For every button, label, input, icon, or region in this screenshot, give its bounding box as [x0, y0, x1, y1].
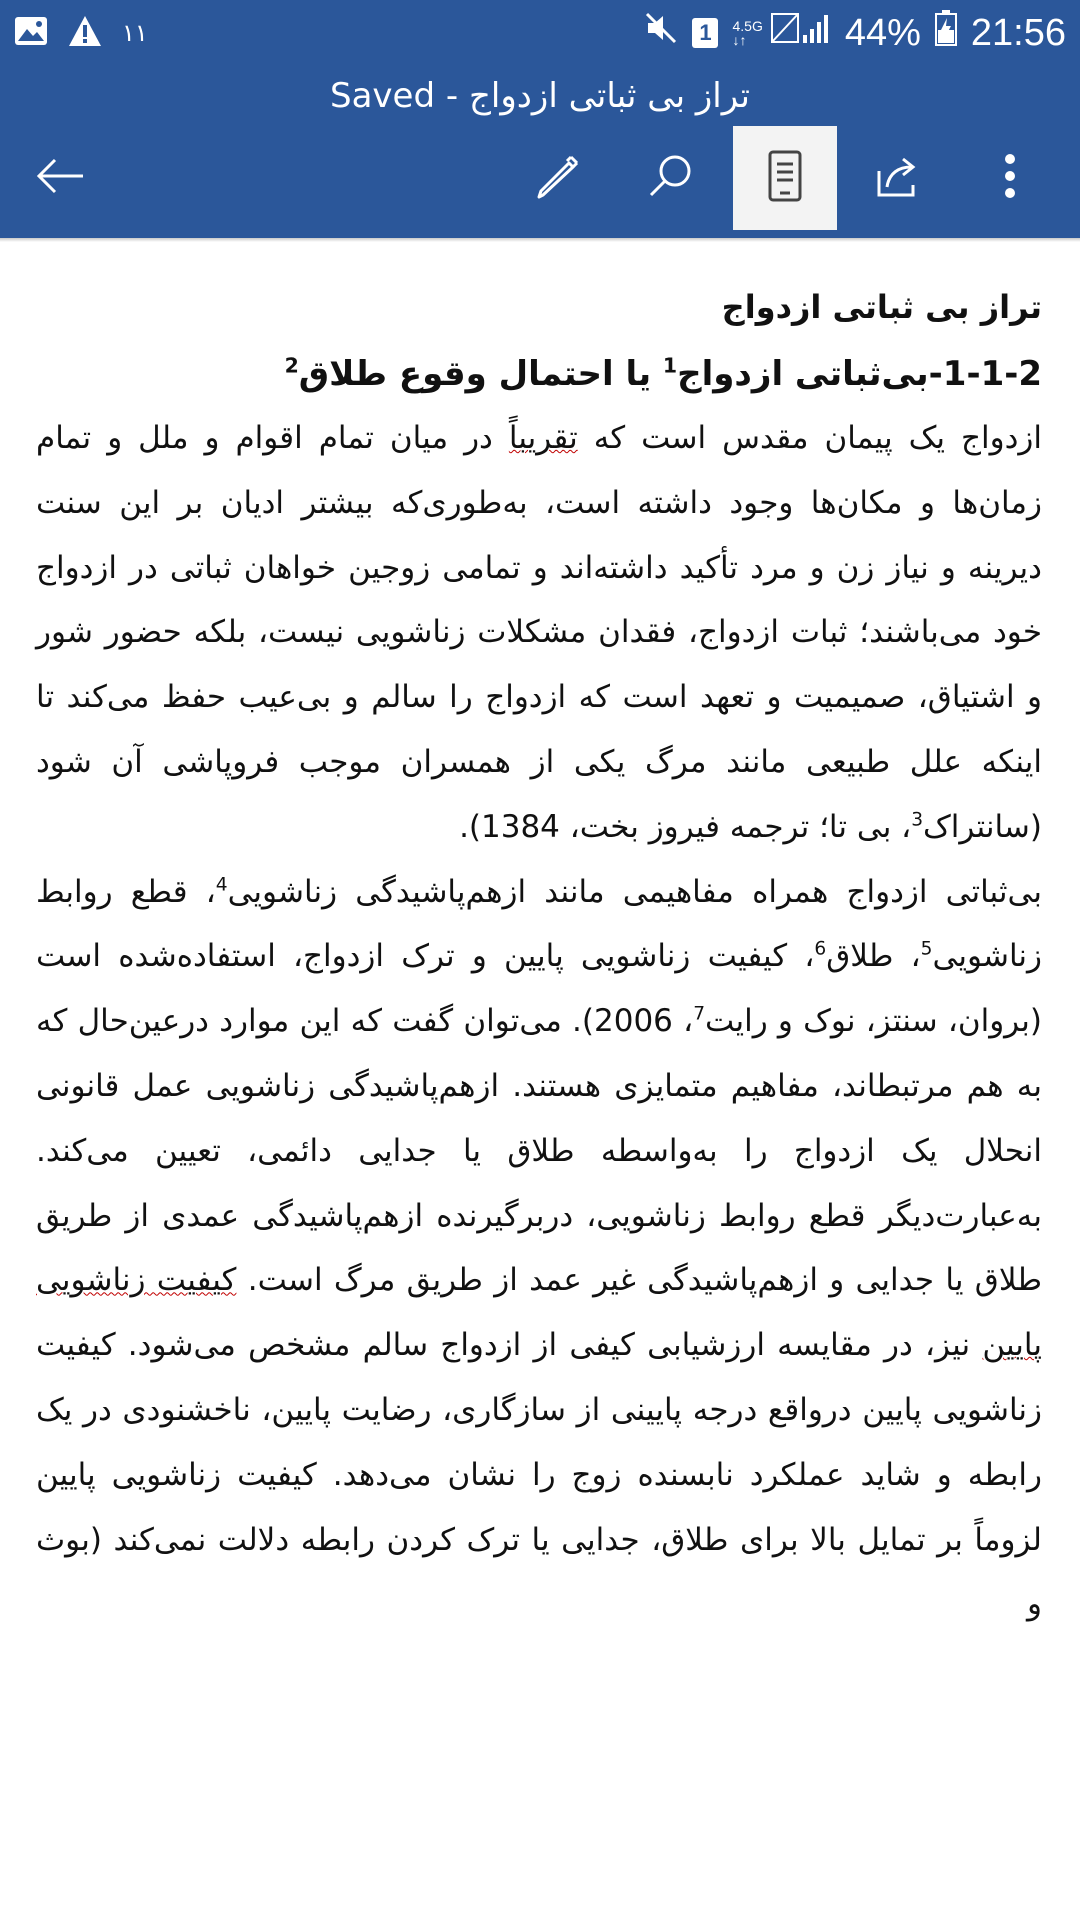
- edit-button[interactable]: [506, 126, 610, 230]
- section-heading: [36, 354, 1042, 394]
- gallery-notification-icon: [14, 16, 48, 50]
- network-activity: ↓↑: [732, 32, 747, 48]
- document-title-bar: [0, 66, 1080, 126]
- footnote-ref-3[interactable]: 3: [911, 809, 924, 831]
- status-bar: [0, 0, 1080, 66]
- p2-text-f: نیز، در مقایسه ارزشیابی کیفی از ازدواج سالم مشخص می‌شود. کیفیت زناشویی پایین درواقع درجه پایینی از سازگاری، رضایت پایین، ناخشنودی در یک رابطه و شاید عملکرد نابسنده زوج را نشان می‌دهد. کیفیت زناشویی پایین لزوماً بر تمایل بالا برای طلاق، جدایی یا ترک کردن رابطه دلالت نمی‌کند (بوث و: [36, 1327, 1042, 1623]
- p2-text-a: بی‌ثباتی ازدواج همراه مفاهیمی مانند ازهم‌پاشیدگی زناشویی: [227, 873, 1042, 910]
- toolbar: [0, 126, 1080, 238]
- footnote-ref-4[interactable]: 4: [215, 874, 228, 896]
- search-button[interactable]: [618, 126, 722, 230]
- share-icon: [873, 151, 923, 205]
- footnote-ref-2[interactable]: 2: [284, 353, 299, 378]
- paragraph-1: [36, 406, 1042, 860]
- battery-charging-icon: [935, 10, 957, 56]
- p1-text-c: ، بی تا؛ ترجمه فیروز بخت، 1384).: [459, 808, 912, 845]
- document-title-saved: تراز بی ثباتی ازدواج - Saved: [330, 76, 750, 116]
- footnote-ref-7[interactable]: 7: [693, 1003, 706, 1025]
- document-body[interactable]: [36, 270, 1042, 1637]
- heading-text-main: 1-1-2-بی‌ثباتی ازدواج: [677, 354, 1042, 394]
- mute-icon: [644, 11, 678, 55]
- paragraph-2: [36, 860, 1042, 1638]
- clock: 21:56: [970, 11, 1066, 54]
- p2-text-d: ، کیفیت زناشویی پایین و ترک ازدواج، استفاده‌شده است (بروان، سنتز، نوک و رایت: [36, 938, 1043, 1040]
- pencil-icon: [533, 151, 583, 205]
- search-icon: [645, 151, 695, 205]
- warning-icon: [68, 15, 102, 51]
- status-left: [14, 12, 148, 54]
- heading-text-mid: یا احتمال وقوع طلاق: [298, 354, 663, 394]
- share-button[interactable]: [846, 126, 950, 230]
- p2-text-c: ، طلاق: [826, 938, 921, 975]
- signal-small-text: ۱۱: [122, 19, 148, 47]
- more-options-button[interactable]: [958, 126, 1062, 230]
- status-right: [644, 8, 1066, 58]
- document-heading-title: تراز بی ثباتی ازدواج: [721, 288, 1042, 326]
- more-vertical-icon: [1004, 153, 1016, 203]
- p1-text-a: ازدواج یک پیمان مقدس است که: [577, 420, 1042, 456]
- back-button[interactable]: [8, 126, 112, 230]
- footnote-ref-1[interactable]: 1: [662, 353, 678, 378]
- sim-slot-badge: 1: [692, 18, 718, 48]
- p2-text-e: ، 2006). می‌توان گفت که این موارد درعین‌حال که به هم مرتبطاند، مفاهیم متمایزی هستند. ازهم‌پاشیدگی زناشویی عمل قانونی انحلال یک ازدواج را به‌واسطه طلاق یا جدایی دائمی، تعیین می‌کند. به‌عبارت‌دیگر قطع روابط زناشویی، دربرگیرنده ازهم‌پاشیدگی عمدی از طریق طلاق یا جدایی و ازهم‌پاشیدگی غیر عمد از طریق مرگ است.: [36, 1003, 1042, 1299]
- network-type: [732, 19, 762, 47]
- toolbar-shadow: [0, 238, 1080, 242]
- p1-spellcheck-word[interactable]: تقریباً: [508, 420, 578, 456]
- footnote-ref-5[interactable]: 5: [920, 939, 933, 961]
- mobile-view-icon: [768, 150, 802, 206]
- p2-text-b: ، قطع روابط زناشویی: [36, 873, 1042, 975]
- p2-spellcheck-phrase[interactable]: کیفیت زناشویی پایین: [36, 1262, 1042, 1364]
- battery-percent: 44%: [844, 11, 921, 54]
- arrow-left-icon: [35, 156, 85, 200]
- footnote-ref-6[interactable]: 6: [814, 939, 827, 961]
- mobile-view-button[interactable]: [733, 126, 837, 230]
- p1-text-b: در میان تمام اقوام و ملل و تمام زمان‌ها و مکان‌ها وجود داشته است، به‌طوری‌که بیشتر ادیان بر این سنت دیرینه و نیاز زن و مرد تأکید داشته‌اند و تمامی زوجین خواهان ثباتی در ازدواج خود می‌باشند؛ ثبات ازدواج، فقدان مشکلات زناشویی نیست، بلکه حضور شور و اشتیاق، صمیمیت و تعهد است که ازدواج را سالم و بی‌عیب حفظ می‌کند تا اینکه علل طبیعی مانند مرگ یکی از همسران موجب فروپاشی آن شود (سانتراک: [36, 420, 1042, 845]
- network-type-label: 4.5G: [732, 18, 763, 34]
- signal-strength-icon: [771, 11, 831, 55]
